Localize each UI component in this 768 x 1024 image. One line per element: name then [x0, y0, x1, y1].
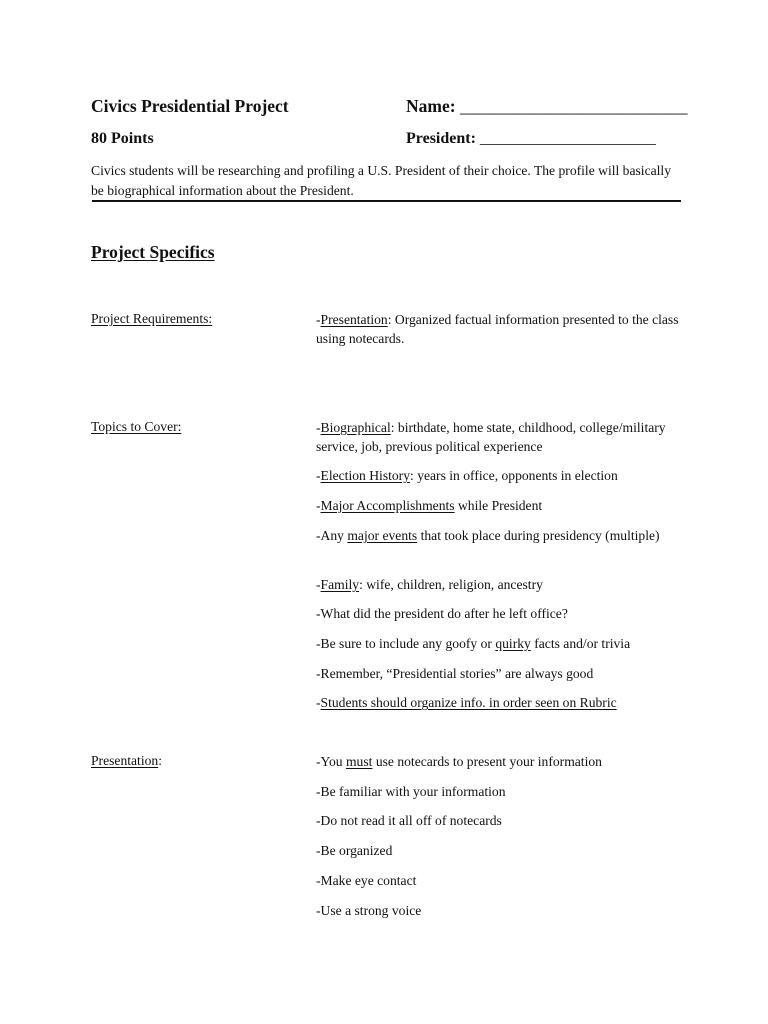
presentation-item-eye-contact: -Make eye contact [316, 873, 417, 888]
topics-label: Topics to Cover: [91, 419, 182, 434]
president-blank: ______________________ [479, 130, 656, 147]
points-label: 80 Points [91, 130, 154, 147]
name-label: Name: [406, 96, 456, 116]
topic-item-after-office: -What did the president do after he left office? [316, 606, 568, 621]
requirements-label: Project Requirements: [91, 311, 213, 326]
topic-item-trivia: -Be sure to include any goofy or quirky facts and/or trivia [316, 636, 631, 651]
president-label: President: [406, 130, 476, 147]
requirements-item-0: -Presentation: Organized factual information presented to the class using notecards. [316, 312, 679, 346]
document-title: Civics Presidential Project [91, 96, 289, 116]
presentation-item-do-not-read: -Do not read it all off of notecards [316, 813, 502, 828]
topic-item-election-history: -Election History: years in office, opponents in election [316, 468, 618, 483]
topic-item-biographical: -Biographical: birthdate, home state, childhood, college/military service, job, previous political experience [316, 420, 666, 454]
intro-paragraph: Civics students will be researching and profiling a U.S. President of their choice. The profile will basically be biographical information about the President. [91, 163, 671, 198]
divider-line [92, 200, 681, 202]
name-field[interactable] [406, 96, 687, 117]
presentation-item-familiar: -Be familiar with your information [316, 784, 506, 799]
topic-item-stories: -Remember, “Presidential stories” are always good [316, 666, 594, 681]
name-blank: __________________________ [459, 96, 688, 116]
section-title: Project Specifics [91, 242, 215, 262]
topic-item-rubric-order: -Students should organize info. in order seen on Rubric [316, 695, 617, 710]
presentation-item-notecards: -You must use notecards to present your information [316, 754, 602, 769]
president-field[interactable] [406, 130, 656, 148]
topic-item-family: -Family: wife, children, religion, ancestry [316, 577, 543, 592]
topic-item-accomplishments: -Major Accomplishments while President [316, 498, 543, 513]
presentation-item-organized: -Be organized [316, 843, 393, 858]
presentation-label: Presentation: [91, 753, 162, 768]
presentation-item-strong-voice: -Use a strong voice [316, 903, 422, 918]
topic-item-major-events: -Any major events that took place during presidency (multiple) [316, 528, 660, 543]
